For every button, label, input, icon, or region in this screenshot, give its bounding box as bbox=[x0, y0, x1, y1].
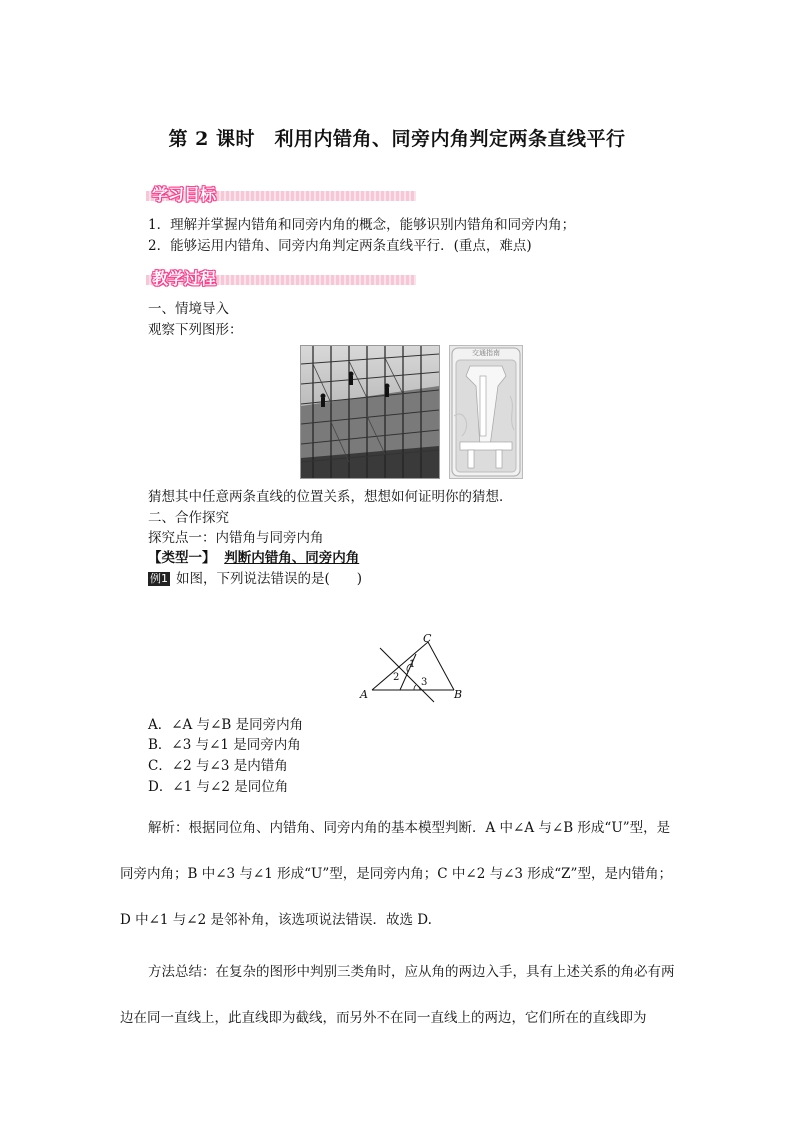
option-b: B．∠3 与∠1 是同旁内角 bbox=[148, 737, 301, 753]
process-header-text: 教学过程 bbox=[152, 269, 217, 288]
label-a: A bbox=[360, 688, 368, 701]
objective-item-2: 2．能够运用内错角、同旁内角判定两条直线平行．(重点，难点) bbox=[148, 238, 532, 254]
label-angle-1: 1 bbox=[409, 659, 416, 670]
example-line bbox=[148, 569, 362, 589]
triangle-figure bbox=[350, 630, 470, 710]
objectives-header-text: 学习目标 bbox=[152, 185, 217, 204]
map-title: 交通指南 bbox=[472, 349, 500, 357]
example-question: 如图，下列说法错误的是( ) bbox=[176, 571, 363, 587]
option-c: C．∠2 与∠3 是内错角 bbox=[148, 758, 288, 774]
traffic-guide-map bbox=[449, 345, 523, 479]
label-angle-2: 2 bbox=[393, 672, 400, 683]
type-title: 判断内错角、同旁内角 bbox=[224, 550, 360, 566]
example-badge: 例1 bbox=[150, 572, 168, 585]
method-summary: 方法总结：在复杂的图形中判别三类角时，应从角的两边入手，具有上述关系的角必有两边在同一直线上，此直线即为截线，而另外不在同一直线上的两边，它们所在的直线即为 bbox=[120, 964, 675, 1026]
option-d: D．∠1 与∠2 是同位角 bbox=[148, 779, 289, 795]
objective-item-1: 1．理解并掌握内错角和同旁内角的概念，能够识别内错角和同旁内角； bbox=[148, 217, 576, 233]
analysis-paragraph: 解析：根据同位角、内错角、同旁内角的基本模型判断．A 中∠A 与∠B 形成“U”型，是同旁内角；B 中∠3 与∠1 形成“U”型，是同旁内角；C 中∠2 与∠3 形成“Z”型，是内错角；D 中∠1 与∠2 是邻补角，该选项说法错误．故选 D. bbox=[120, 820, 672, 928]
type-label: 【类型一】 bbox=[148, 550, 216, 566]
process-header bbox=[146, 266, 426, 292]
label-b: B bbox=[454, 688, 463, 701]
guess-text: 猜想其中任意两条直线的位置关系，想想如何证明你的猜想． bbox=[148, 489, 513, 505]
intro-heading: 一、情境导入 bbox=[148, 301, 229, 317]
option-a: A．∠A 与∠B 是同旁内角 bbox=[148, 717, 304, 733]
type-line bbox=[148, 548, 359, 568]
page-title: 第 2 课时 利用内错角、同旁内角判定两条直线平行 bbox=[168, 128, 626, 150]
scaffolding-photo bbox=[300, 345, 440, 479]
label-c: C bbox=[423, 632, 432, 645]
observe-text: 观察下列图形： bbox=[148, 322, 243, 338]
label-angle-3: 3 bbox=[421, 677, 428, 688]
explore-point: 探究点一：内错角与同旁内角 bbox=[148, 530, 324, 546]
objectives-header bbox=[146, 182, 426, 208]
explore-heading: 二、合作探究 bbox=[148, 510, 229, 526]
